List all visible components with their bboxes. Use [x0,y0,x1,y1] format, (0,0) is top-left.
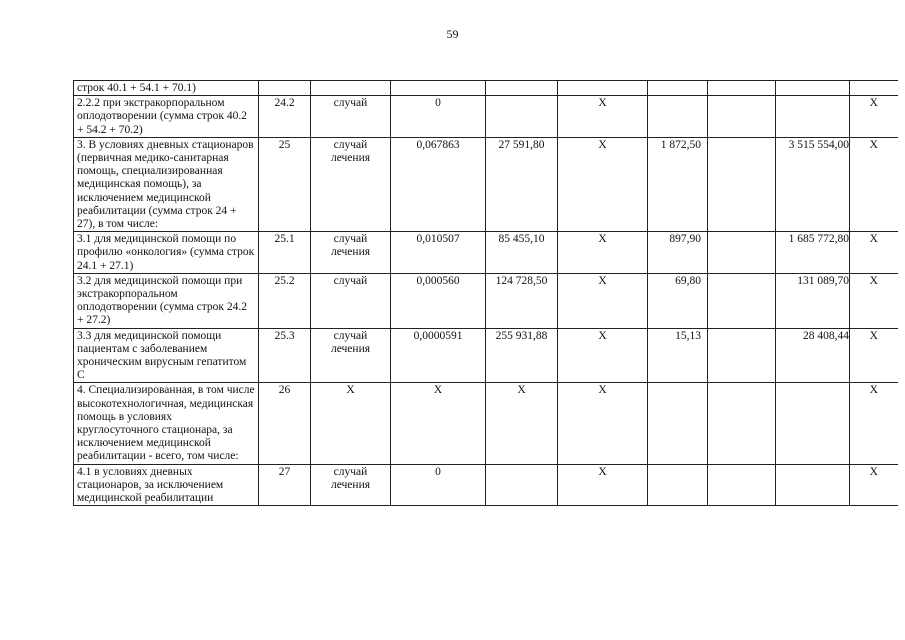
table-row [74,464,898,506]
table-cell: случай лечения [311,232,391,274]
table-cell: 4. Специализированная, в том числе высокотехнологичная, медицинская помощь в условиях круглосуточного стационара, за исключением медицинской реабилитации - всего, том числе: [74,383,259,464]
table-cell [776,81,850,96]
table-cell: X [558,137,648,231]
table-cell: X [391,383,486,464]
table-cell [708,328,776,383]
table-cell [776,464,850,506]
table-cell: случай лечения [311,328,391,383]
table-cell: 27 [259,464,311,506]
table-row [74,273,898,328]
table-row [74,96,898,138]
table-cell [708,137,776,231]
table-cell: случай лечения [311,137,391,231]
table-cell: строк 40.1 + 54.1 + 70.1) [74,81,259,96]
table-cell [708,273,776,328]
table-cell: 0,0000591 [391,328,486,383]
table-cell: X [850,383,898,464]
table-cell: X [850,328,898,383]
table-cell: X [558,96,648,138]
table-cell: 897,90 [648,232,708,274]
table-cell [708,81,776,96]
table-cell: 255 931,88 [486,328,558,383]
table-cell: 0 [391,464,486,506]
table-cell: 3.2 для медицинской помощи при экстракорпоральном оплодотворении (сумма строк 24.2 + 27.2) [74,273,259,328]
table-cell [648,464,708,506]
table-cell [648,383,708,464]
table-cell: 2.2.2 при экстракорпоральном оплодотворении (сумма строк 40.2 + 54.2 + 70.2) [74,96,259,138]
table-cell: 25 [259,137,311,231]
table-cell: случай [311,273,391,328]
table-cell: X [850,464,898,506]
table-cell: 1 685 772,80 [776,232,850,274]
table-cell: 0,010507 [391,232,486,274]
table-cell: X [850,137,898,231]
table-cell: 0 [391,96,486,138]
table-cell: 124 728,50 [486,273,558,328]
table-cell [259,81,311,96]
table-cell [486,464,558,506]
table-cell: случай [311,96,391,138]
table-row [74,232,898,274]
table-cell: X [850,96,898,138]
table-cell: 25.2 [259,273,311,328]
page-number: 59 [446,27,459,41]
data-table [73,80,898,506]
table-cell: 0,000560 [391,273,486,328]
table-cell [708,96,776,138]
table-cell: 25.3 [259,328,311,383]
table-row [74,137,898,231]
table-cell [486,81,558,96]
table-cell: 3. В условиях дневных стационаров (первичная медико-санитарная помощь, специализированная медицинская помощь), за исключением медицинской реабилитации (сумма строк 24 + 27), в том числе: [74,137,259,231]
table-cell: X [558,273,648,328]
table-cell: 25.1 [259,232,311,274]
table-cell: 85 455,10 [486,232,558,274]
table-cell: 28 408,44 [776,328,850,383]
table-cell: X [850,232,898,274]
table-cell: X [311,383,391,464]
table-cell: 3 515 554,00 [776,137,850,231]
table-cell: 15,13 [648,328,708,383]
table-cell [708,464,776,506]
table-row [74,81,898,96]
table-cell [648,96,708,138]
table-cell: X [558,383,648,464]
table-cell: X [486,383,558,464]
table-cell: 24.2 [259,96,311,138]
table-cell: 1 872,50 [648,137,708,231]
table-cell [648,81,708,96]
table-cell: 131 089,70 [776,273,850,328]
table-cell: 4.1 в условиях дневных стационаров, за исключением медицинской реабилитации [74,464,259,506]
table-cell [776,96,850,138]
table-cell: X [558,464,648,506]
table-cell [776,383,850,464]
table-cell: 26 [259,383,311,464]
table-cell [391,81,486,96]
table-cell [708,383,776,464]
table-cell [311,81,391,96]
table-cell [850,81,898,96]
table-row [74,328,898,383]
table-cell: 69,80 [648,273,708,328]
table-cell [486,96,558,138]
table-cell: 3.3 для медицинской помощи пациентам с заболеванием хроническим вирусным гепатитом С [74,328,259,383]
table-cell: 27 591,80 [486,137,558,231]
table-cell: X [558,328,648,383]
table-cell: X [558,232,648,274]
table-cell: 0,067863 [391,137,486,231]
table-cell [708,232,776,274]
table-cell: 3.1 для медицинской помощи по профилю «онкология» (сумма строк 24.1 + 27.1) [74,232,259,274]
table-cell: X [850,273,898,328]
table-cell [558,81,648,96]
table-cell: случай лечения [311,464,391,506]
table-row [74,383,898,464]
